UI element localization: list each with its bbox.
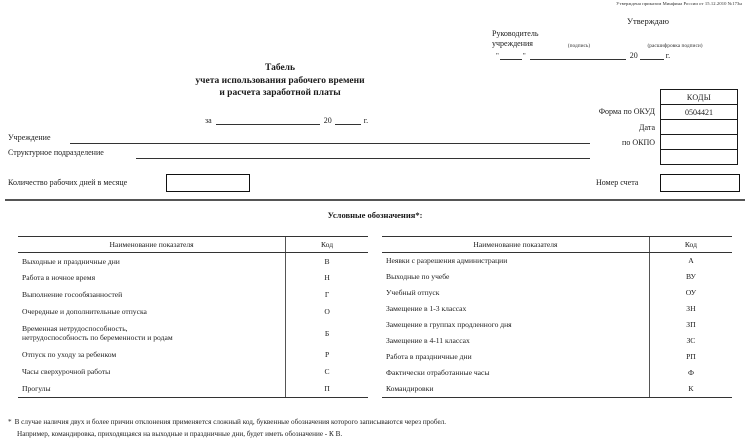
legend-right-code-9: К [649, 381, 732, 398]
legend-right-code-6: ЗС [649, 333, 732, 349]
legend-left-code-6: Р [286, 347, 368, 364]
table-row [18, 303, 368, 320]
approval-date-row [496, 51, 748, 60]
subdivision-input[interactable] [136, 158, 590, 159]
period-za-label: за [205, 116, 212, 125]
legend-right-name-8: Фактически отработанные часы [386, 368, 490, 378]
legend-right-name-3: Учебный отпуск [386, 288, 440, 298]
codes-table-row [661, 105, 738, 120]
legend-right-code-4: ЗН [649, 301, 732, 317]
codes-table-row [661, 135, 738, 150]
institution-input[interactable] [70, 143, 590, 144]
title-line-2: учета использования рабочего времени [195, 75, 365, 86]
legend-right-name-6: Замещение в 4-11 классах [386, 336, 470, 346]
account-number-input[interactable] [660, 174, 740, 192]
approval-year-input[interactable] [640, 51, 664, 60]
label-okpo: по ОКПО [622, 138, 655, 148]
codes-table-row [661, 150, 738, 165]
table-row [18, 347, 368, 364]
table-row [382, 381, 732, 398]
approval-note: Утверждена приказом Минфина России от 15.12.2010 №173н [616, 1, 742, 6]
label-okud: Форма по ОКУД [598, 107, 655, 116]
legend-left-code-3: Г [286, 286, 368, 303]
legend-left-code-5: Б [286, 320, 368, 347]
table-row [382, 269, 732, 285]
manager-label-line2: учреждения [492, 39, 533, 48]
approval-year-prefix: 20 [629, 51, 638, 60]
codes-table [660, 89, 738, 165]
codes-table-header: КОДЫ [661, 90, 738, 105]
code-value-extra[interactable] [661, 150, 738, 165]
table-row [18, 270, 368, 287]
manager-label-line1: Руководитель [492, 29, 539, 38]
quote-open: " [496, 52, 499, 60]
legend-left-name-5-line2: нетрудоспособность по беременности и родам [22, 333, 173, 343]
table-row [382, 317, 732, 333]
legend-right-col-name: Наименование показателя [382, 237, 649, 253]
table-row [18, 253, 368, 270]
period-year-prefix: 20 [323, 116, 332, 125]
legend-tables-wrapper [0, 236, 750, 398]
signature-decoding-caption: (расшифровка подписи) [647, 43, 703, 49]
manager-signature-row [492, 29, 748, 49]
label-date: Дата [639, 122, 655, 132]
legend-left-code-2: Н [286, 270, 368, 287]
legend-table-left [18, 236, 368, 398]
legend-right-code-8: Ф [649, 365, 732, 381]
legend-left-code-8: П [286, 380, 368, 397]
legend-left-name-1: Выходные и праздничные дни [22, 256, 120, 266]
legend-right-code-3: ОУ [649, 285, 732, 301]
legend-left-code-4: О [286, 303, 368, 320]
legend-right-col-code: Код [649, 237, 732, 253]
legend-left-header-row [18, 237, 368, 253]
approve-title: Утверждаю [626, 16, 670, 26]
legend-right-name-5: Замещение в группах продленного дня [386, 320, 512, 330]
quote-close: " [522, 52, 526, 60]
working-days-input[interactable] [166, 174, 250, 192]
table-row [382, 285, 732, 301]
period-month-input[interactable] [216, 115, 320, 125]
table-row [382, 333, 732, 349]
period-year-suffix: г. [363, 116, 369, 125]
legend-right-name-9: Командировки [382, 381, 649, 398]
legend-table-right [382, 236, 732, 398]
legend-left-name-5-line1: Временная нетрудоспособность, [22, 323, 128, 333]
legend-left-col-code: Код [286, 237, 368, 253]
table-row [18, 364, 368, 381]
legend-right-name-1: Неявки с разрешения администрации [386, 256, 508, 266]
working-days-label: Количество рабочих дней в месяце [8, 178, 128, 187]
legend-left-name-5 [18, 320, 286, 347]
legend-left-name-3: Выполнение госообязанностей [22, 289, 123, 299]
document-title [0, 62, 560, 100]
legend-right-name-2: Выходные по учебе [386, 272, 450, 282]
approval-day-input[interactable] [500, 51, 522, 60]
legend-right-code-5: ЗП [649, 317, 732, 333]
table-row [382, 301, 732, 317]
legend-right-header-row [382, 237, 732, 253]
period-row [205, 115, 368, 125]
legend-left-code-1: В [286, 253, 368, 270]
table-row [18, 286, 368, 303]
footnote-line-1: В случае наличия двух и более причин отклонения применяется сложный код, буквенные обозначения которого записываются через пробел. [14, 418, 447, 426]
signature-caption: (подпись) [567, 43, 591, 49]
legend-left-name-6: Отпуск по уходу за ребенком [22, 350, 117, 360]
code-value-date[interactable] [661, 120, 738, 135]
legend-left-name-8: Прогулы [18, 380, 286, 397]
footnote-star: * [8, 418, 12, 426]
signature-decoding-field[interactable] [620, 32, 730, 50]
legend-heading: Условные обозначения*: [327, 210, 423, 220]
code-value-okud[interactable]: 0504421 [661, 105, 738, 120]
legend-left-name-7: Часы сверхурочной работы [22, 367, 111, 377]
institution-label: Учреждение [8, 133, 51, 142]
code-value-okpo[interactable] [661, 135, 738, 150]
approval-year-suffix: г. [665, 51, 671, 60]
legend-left-name-2: Работа в ночное время [22, 273, 96, 283]
signature-field[interactable] [546, 32, 612, 50]
legend-right-code-7: РП [649, 349, 732, 365]
title-line-1: Табель [264, 63, 296, 73]
legend-right-code-2: ВУ [649, 269, 732, 285]
period-year-input[interactable] [335, 115, 361, 125]
codes-table-header-row [661, 90, 738, 105]
approval-block [492, 16, 748, 60]
section-divider [5, 199, 745, 201]
codes-table-row [661, 120, 738, 135]
footnote [8, 416, 744, 440]
legend-right-name-7: Работа в праздничные дни [386, 352, 472, 362]
legend-left-code-7: С [286, 364, 368, 381]
footnote-line-2: Например, командировка, приходящаяся на выходные и праздничные дни, будет иметь обозначение - К В. [17, 430, 343, 438]
table-row [18, 320, 368, 347]
account-number-label: Номер счета [596, 178, 639, 187]
table-row [382, 349, 732, 365]
legend-right-code-1: А [649, 253, 732, 270]
legend-left-col-name: Наименование показателя [18, 237, 286, 253]
manager-label [492, 29, 546, 49]
legend-right-name-4: Замещение в 1-3 классах [386, 304, 467, 314]
approval-month-input[interactable] [530, 51, 626, 60]
subdivision-label: Структурное подразделение [8, 148, 104, 157]
title-line-3: и расчета заработной платы [219, 88, 341, 98]
legend-left-name-4: Очередные и дополнительные отпуска [22, 306, 147, 316]
table-row [382, 365, 732, 381]
table-row [382, 253, 732, 270]
table-row [18, 380, 368, 397]
